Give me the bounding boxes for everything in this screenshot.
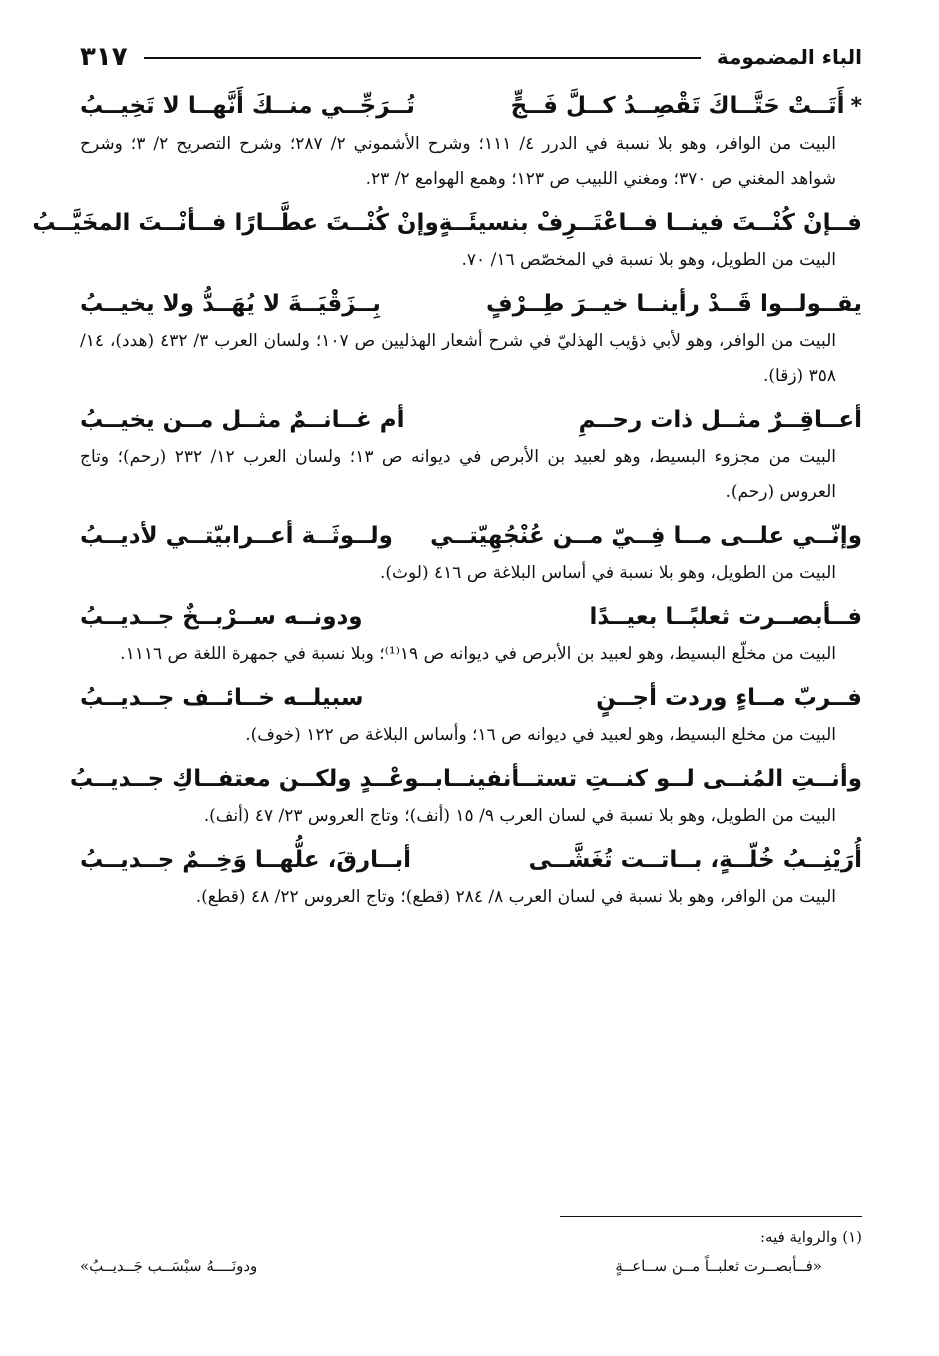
verse-line [32,203,862,243]
verse-commentary: البيت من الوافر، وهو بلا نسبة في الدرر ٤/ ١١١؛ وشرح الأشموني ٢/ ٢٨٧؛ وشرح التصريح ٢/ ٣؛ وشرح شواهد المغني ص ٣٧٠؛ ومغني اللبيب ص ١٢٣؛ وهمع الهوامع ٢/ ٢٣. [80,134,836,189]
verse-commentary: البيت من الطويل، وهو بلا نسبة في المخصّص ١٦/ ٧٠. [461,250,836,270]
verse-commentary: البيت من مخلّع البسيط، وهو لعبيد بن الأبرص في ديوانه ص ١٩⁽¹⁾؛ وبلا نسبة في جمهرة اللغة ص ١١١٦. [120,644,836,664]
second-hemistich: أبــارقَ، علُّهــا وَخِــمٌ جــديــبُ [80,847,412,873]
first-hemistich [529,840,862,880]
verse-entry [80,516,862,591]
first-hemistich-text: وإنّــي علــى مــا فِــيّ مــن عُنْجُهِيّتــي [430,523,862,549]
header-rule [144,57,701,59]
verse-line [80,516,862,556]
first-hemistich [430,516,862,556]
footnote [80,1224,862,1282]
second-hemistich: بِــزَقْيَــةَ لا يُهَــدُّ ولا يخيــبُ [80,291,381,317]
verse-entry [80,678,862,753]
verse-commentary: البيت من مجزوء البسيط، وهو لعبيد بن الأبرص في ديوانه ص ١٣؛ ولسان العرب ١٢/ ٢٣٢ (رحم)؛ وتاج العروس (رحم). [80,447,836,502]
first-hemistich [443,759,862,799]
second-hemistich: وإنْ كُنْــتَ عطَّــارًا فــأنْــتَ المخَيَّــبُ [32,210,439,236]
verse-entries [32,86,862,921]
verse-commentary: البيت من الوافر، وهو لأبي ذؤيب الهذليّ في شرح أشعار الهذليين ص ١٠٧؛ ولسان العرب ٣/ ٤٣٢ (هدد)، ١٤/ ٣٥٨ (زقا). [80,331,836,386]
first-hemistich [486,284,862,324]
footnote-rule [560,1216,862,1217]
verse-commentary: البيت من الوافر، وهو بلا نسبة في لسان العرب ٨/ ٢٨٤ (قطع)؛ وتاج العروس ٢٢/ ٤٨ (قطع). [195,887,836,907]
verse-entry [80,400,862,510]
first-hemistich-text: فــأبصــرت ثعلبًــا بعيــدًا [589,604,862,630]
footnote-first-hemistich: «فــأبصــرت ثعلبــاً مــن ســاعــةٍ [615,1257,822,1275]
verse-commentary: البيت من مخلع البسيط، وهو لعبيد في ديوانه ص ١٦؛ وأساس البلاغة ص ١٢٢ (خوف). [245,725,836,745]
first-hemistich [579,400,862,440]
first-hemistich [596,678,862,718]
verse-commentary: البيت من الطويل، وهو بلا نسبة في أساس البلاغة ص ٤١٦ (لوث). [379,563,836,583]
first-hemistich-text: وأنــتِ المُنــى لــو كنــتِ تستــأنفينــا [443,766,862,792]
verse-entry [69,759,862,834]
second-hemistich: ودونــه ســرْبــخٌ جــديــبُ [80,604,363,630]
second-hemistich: تُــرَجِّــي منــكَ أَنَّهــا لا تَخِيــبُ [80,93,415,119]
footnote-label: (١) والرواية فيه: [760,1228,862,1246]
footnote-verse [80,1250,862,1282]
verse-entry [80,840,862,915]
verse-commentary: البيت من الطويل، وهو بلا نسبة في لسان العرب ٩/ ١٥ (أنف)؛ وتاج العروس ٢٣/ ٤٧ (أنف). [203,806,836,826]
first-hemistich-text: فــإنْ كُنْــتَ فينــا فــاعْتَــرِفْ بنسيئَــةٍ [438,210,862,236]
verse-entry [32,203,862,278]
second-hemistich: أم غــانــمٌ مثــل مــن يخيــبُ [80,407,405,433]
page-header [80,40,862,74]
second-hemistich: ولــوثَــة أعــرابيّتــي لأديــبُ [80,523,393,549]
verse-line [80,400,862,440]
first-hemistich-text: أعــاقِــرٌ مثــل ذات رحــمِ [578,407,862,433]
verse-line [80,597,862,637]
chapter-title: الباء المضمومة [716,45,862,69]
first-hemistich [439,203,862,243]
verse-entry [80,86,862,197]
first-hemistich-text: فــربّ مــاءٍ وردت أجــنٍ [596,685,862,711]
second-hemistich: بــوعْــدٍ ولكــن معتفــاكِ جــديــبُ [69,766,444,792]
first-hemistich [511,86,862,127]
second-hemistich: سبيلــه خــائــف جــديــبُ [80,685,364,711]
verse-line [69,759,862,799]
verse-line [80,284,862,324]
first-hemistich [589,597,862,637]
verse-line [80,678,862,718]
first-hemistich-text: أُرَيْنِــبُ خُلّــةٍ، بــاتــت تُغَشَّــى [528,847,862,873]
verse-line [80,840,862,880]
verse-entry [80,597,862,672]
page-number: ٣١٧ [80,42,128,72]
star-marker: * [850,94,862,119]
verse-entry [80,284,862,394]
verse-line [80,86,862,127]
footnote-second-hemistich: ودونَــــهُ سبْسَــب جَــديــبُ» [80,1257,258,1275]
first-hemistich-text: أَتَــتْ حَتَّــاكَ تَقْصِــدُ كــلَّ فَــجٍّ [510,93,845,119]
first-hemistich-text: يقــولــوا قَــدْ رأينــا خيــرَ طِــرْفٍ [485,291,862,317]
